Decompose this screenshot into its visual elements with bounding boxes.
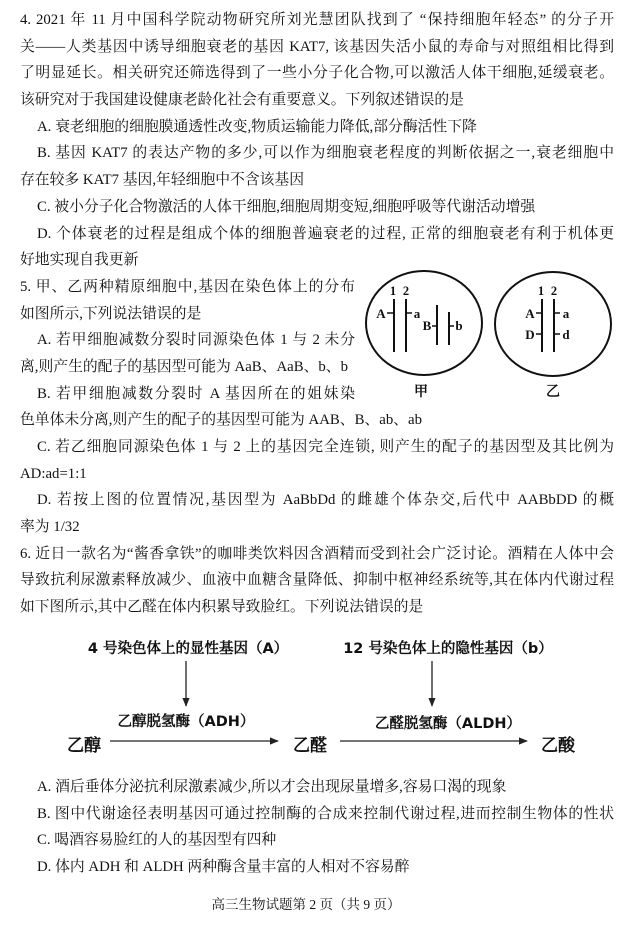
- cell-yi-caption: 乙: [546, 384, 560, 400]
- option-a-continued: 离,则产生的配子的基因型可能为 AaB、AaB、b、b: [20, 358, 348, 375]
- question-stem-line: 如下图所示,其中乙醛在体内积累导致脸红。下列说法错误的是: [20, 599, 424, 616]
- metabolism-diagram-svg: [20, 621, 614, 774]
- chromosome-number-1: 1: [389, 284, 397, 298]
- gene-label-d: d: [562, 327, 570, 342]
- option-d: D. 个体衰老的过程是组成个体的细胞普遍衰老的过程, 正常的细胞衰老有利于机体更: [37, 225, 614, 242]
- acetaldehyde-label: 乙醛: [293, 735, 327, 756]
- question-stem-line: 该研究对于我国建设健康老龄化社会有重要意义。下列叙述错误的是: [20, 92, 464, 109]
- alcohol-metabolism-diagram: [20, 621, 614, 774]
- question-column: [20, 7, 614, 881]
- gene-b-label: 12 号染色体上的隐性基因（b）: [343, 640, 553, 657]
- gene-label-a: a: [413, 306, 421, 321]
- gene-label-b: b: [455, 318, 463, 333]
- question-stem-line: 关——人类基因中诱导细胞衰老的基因 KAT7, 该基因失活小鼠的寿命与对照组相比得到: [20, 38, 614, 55]
- option-c: C. 若乙细胞同源染色体 1 与 2 上的基因完全连锁, 则产生的配子的基因型及其比例为: [37, 439, 614, 455]
- enzyme-aldh-label: 乙醛脱氢酶（ALDH）: [374, 715, 522, 732]
- question-stem-line: 如图所示,下列说法错误的是: [20, 305, 202, 322]
- ethanol-label: 乙醇: [67, 735, 101, 756]
- gene-a-label: 4 号染色体上的显性基因（A）: [87, 640, 289, 657]
- cell-yi: [495, 272, 611, 400]
- option-b: B. 若甲细胞减数分裂时 A 基因所在的姐妹染: [37, 385, 355, 402]
- cell-jia-caption: 甲: [414, 384, 428, 400]
- option-c: C. 被小分子化合物激活的人体干细胞,细胞周期变短,细胞呼吸等代谢活动增强: [37, 198, 536, 215]
- question-stem-line: 6. 近日一款名为“酱香拿铁”的咖啡类饮料因含酒精而受到社会广泛讨论。酒精在人体中会: [20, 545, 614, 562]
- option-b: B. 图中代谢途径表明基因可通过控制酶的合成来控制代谢过程,进而控制生物体的性状: [37, 805, 614, 822]
- gene-label-D: D: [525, 327, 535, 342]
- option-d: D. 若按上图的位置情况,基因型为 AaBbDd 的雌雄个体杂交,后代中 AABbDD 的概: [37, 492, 614, 509]
- question-stem-line: 导致抗利尿激素释放减少、血液中血糖含量降低、抑制中枢神经系统等,其在体内代谢过程: [20, 572, 614, 589]
- option-a: A. 衰老细胞的细胞膜通透性改变,物质运输能力降低,部分酶活性下降: [37, 118, 477, 135]
- chromosome-number-2: 2: [402, 284, 410, 298]
- question-stem-line: 4. 2021 年 11 月中国科学院动物研究所刘光慧团队找到了 “保持细胞年轻态” 的分子开: [20, 12, 614, 28]
- option-d-continued: 率为 1/32: [20, 519, 80, 536]
- question-stem-line: 了明显延长。相关研究还筛选得到了一些小分子化合物,可以激活人体干细胞,延缓衰老。: [20, 65, 614, 82]
- chromosome-number-1: 1: [537, 284, 545, 298]
- enzyme-adh-label: 乙醇脱氢酶（ADH）: [117, 713, 255, 730]
- chromosome-number-2: 2: [550, 284, 558, 298]
- option-b-continued: 色单体未分离,则产生的配子的基因型可能为 AAB、B、ab、ab: [20, 412, 422, 429]
- option-b: B. 基因 KAT7 的表达产物的多少,可以作为细胞衰老程度的判断依据之一,衰老细胞中: [37, 145, 614, 162]
- gene-label-A: A: [376, 306, 386, 321]
- question-6: [20, 541, 614, 881]
- cell-diagram-svg: [360, 268, 616, 403]
- option-a: A. 酒后垂体分泌抗利尿激素减少,所以才会出现尿量增多,容易口渴的现象: [37, 778, 507, 795]
- option-c-continued: AD:ad=1:1: [20, 465, 87, 482]
- gene-label-a: a: [562, 306, 570, 321]
- cell-chromosome-diagram: [360, 268, 616, 403]
- option-d-continued: 好地实现自我更新: [20, 252, 139, 269]
- question-4: [20, 7, 614, 274]
- cell-jia: [366, 271, 482, 400]
- gene-label-A: A: [525, 306, 535, 321]
- gene-label-B: B: [422, 318, 432, 333]
- option-d: D. 体内 ADH 和 ALDH 两种酶含量丰富的人相对不容易醉: [37, 858, 410, 875]
- option-a: A. 若甲细胞减数分裂时同源染色体 1 与 2 未分: [37, 332, 355, 349]
- acetic-acid-label: 乙酸: [541, 735, 575, 756]
- option-c: C. 喝酒容易脸红的人的基因型有四种: [37, 832, 277, 849]
- option-b-continued: 存在较多 KAT7 基因,年轻细胞中不含该基因: [20, 172, 305, 189]
- question-stem-line: 5. 甲、乙两种精原细胞中,基因在染色体上的分布: [20, 278, 355, 295]
- page-footer: 高三生物试题第 2 页（共 9 页）: [211, 897, 401, 912]
